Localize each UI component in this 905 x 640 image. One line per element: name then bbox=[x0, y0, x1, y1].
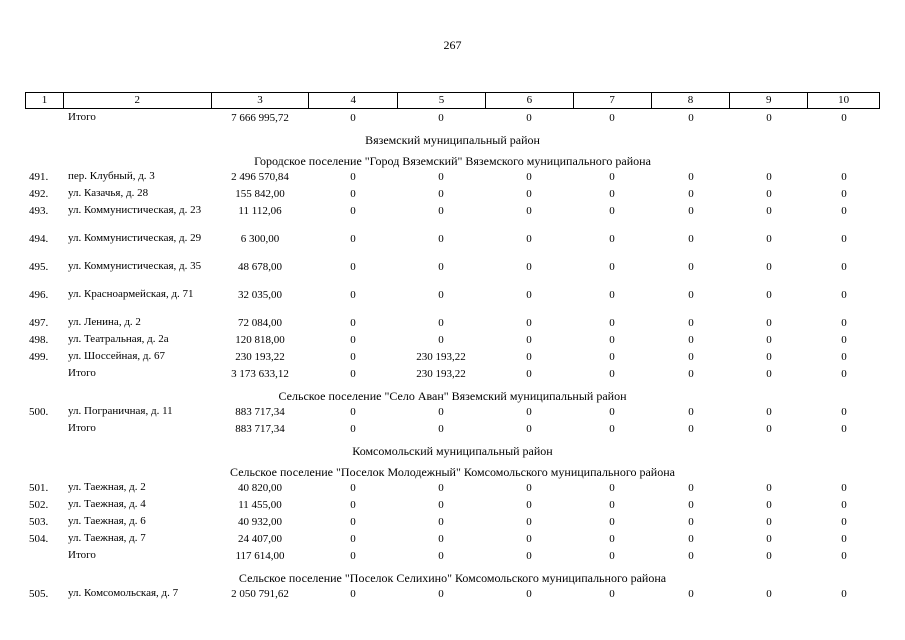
value-cell-col4: 0 bbox=[350, 499, 356, 511]
value-cell-col10: 0 bbox=[841, 289, 847, 301]
value-cell-col4: 0 bbox=[350, 423, 356, 435]
value-cell-col3: 3 173 633,12 bbox=[231, 368, 289, 380]
value-cell-col7: 0 bbox=[609, 482, 615, 494]
value-cell-col6: 0 bbox=[526, 261, 532, 273]
value-cell-col9: 0 bbox=[766, 171, 772, 183]
table-body bbox=[25, 113, 880, 606]
table-row bbox=[25, 234, 880, 262]
value-cell-col4: 0 bbox=[350, 351, 356, 363]
address-cell: ул. Казачья, д. 28 bbox=[68, 187, 149, 199]
value-cell-col10: 0 bbox=[841, 334, 847, 346]
value-cell-col3: 40 932,00 bbox=[238, 516, 282, 528]
value-cell-col8: 0 bbox=[688, 188, 694, 200]
value-cell-col3: 230 193,22 bbox=[235, 351, 285, 363]
address-cell: ул. Таежная, д. 2 bbox=[68, 481, 146, 493]
row-number: 505. bbox=[29, 588, 49, 600]
total-label: Итого bbox=[68, 549, 96, 561]
header-cell-3: 3 bbox=[212, 93, 310, 108]
value-cell-col4: 0 bbox=[350, 482, 356, 494]
header-cell-1: 1 bbox=[26, 93, 64, 108]
section-heading bbox=[25, 130, 880, 151]
value-cell-col7: 0 bbox=[609, 423, 615, 435]
total-row bbox=[25, 424, 880, 441]
value-cell-col8: 0 bbox=[688, 499, 694, 511]
value-cell-col8: 0 bbox=[688, 261, 694, 273]
value-cell-col8: 0 bbox=[688, 406, 694, 418]
value-cell-col6: 0 bbox=[526, 588, 532, 600]
value-cell-col6: 0 bbox=[526, 516, 532, 528]
value-cell-col4: 0 bbox=[350, 588, 356, 600]
value-cell-col4: 0 bbox=[350, 550, 356, 562]
value-cell-col4: 0 bbox=[350, 368, 356, 380]
value-cell-col4: 0 bbox=[350, 289, 356, 301]
row-number: 492. bbox=[29, 188, 49, 200]
table-row bbox=[25, 407, 880, 424]
value-cell-col10: 0 bbox=[841, 533, 847, 545]
value-cell-col4: 0 bbox=[350, 317, 356, 329]
value-cell-col9: 0 bbox=[766, 261, 772, 273]
value-cell-col3: 24 407,00 bbox=[238, 533, 282, 545]
value-cell-col6: 0 bbox=[526, 423, 532, 435]
value-cell-col9: 0 bbox=[766, 205, 772, 217]
value-cell-col3: 155 842,00 bbox=[235, 188, 285, 200]
value-cell-col4: 0 bbox=[350, 205, 356, 217]
value-cell-col10: 0 bbox=[841, 423, 847, 435]
value-cell-col8: 0 bbox=[688, 588, 694, 600]
value-cell-col5: 0 bbox=[438, 533, 444, 545]
value-cell-col9: 0 bbox=[766, 588, 772, 600]
value-cell-col10: 0 bbox=[841, 368, 847, 380]
value-cell-col7: 0 bbox=[609, 261, 615, 273]
address-cell: ул. Коммунистическая, д. 35 bbox=[68, 260, 202, 272]
value-cell-col10: 0 bbox=[841, 205, 847, 217]
value-cell-col8: 0 bbox=[688, 533, 694, 545]
value-cell-col9: 0 bbox=[766, 550, 772, 562]
value-cell-col7: 0 bbox=[609, 499, 615, 511]
row-number: 503. bbox=[29, 516, 49, 528]
header-cell-9: 9 bbox=[730, 93, 808, 108]
value-cell-col3: 72 084,00 bbox=[238, 317, 282, 329]
value-cell-col4: 0 bbox=[350, 188, 356, 200]
value-cell-col5: 0 bbox=[438, 188, 444, 200]
value-cell-col9: 0 bbox=[766, 499, 772, 511]
table-row bbox=[25, 500, 880, 517]
value-cell-col10: 0 bbox=[841, 233, 847, 245]
value-cell-col7: 0 bbox=[609, 233, 615, 245]
value-cell-col7: 0 bbox=[609, 533, 615, 545]
section-heading-text: Вяземский муниципальный район bbox=[365, 133, 540, 147]
value-cell-col5: 0 bbox=[438, 482, 444, 494]
value-cell-col6: 0 bbox=[526, 233, 532, 245]
value-cell-col8: 0 bbox=[688, 423, 694, 435]
value-cell-col8: 0 bbox=[688, 171, 694, 183]
value-cell-col5: 0 bbox=[438, 423, 444, 435]
row-number: 499. bbox=[29, 351, 49, 363]
address-cell: ул. Коммунистическая, д. 23 bbox=[68, 204, 202, 216]
row-number: 493. bbox=[29, 205, 49, 217]
value-cell-col6: 0 bbox=[526, 289, 532, 301]
value-cell-col10: 0 bbox=[841, 550, 847, 562]
value-cell-col8: 0 bbox=[688, 351, 694, 363]
value-cell-col8: 0 bbox=[688, 233, 694, 245]
value-cell-col3: 2 050 791,62 bbox=[231, 588, 289, 600]
value-cell-col8: 0 bbox=[688, 334, 694, 346]
value-cell-col3: 11 112,06 bbox=[238, 205, 282, 217]
header-cell-4: 4 bbox=[309, 93, 398, 108]
value-cell-col3: 117 614,00 bbox=[235, 550, 285, 562]
section-heading-text: Сельское поселение "Поселок Селихино" Комсомольского муниципального района bbox=[238, 571, 667, 585]
value-cell-col9: 0 bbox=[766, 516, 772, 528]
table-row bbox=[25, 517, 880, 534]
value-cell-col3: 6 300,00 bbox=[240, 233, 280, 245]
value-cell-col5: 0 bbox=[438, 588, 444, 600]
value-cell-col6: 0 bbox=[526, 188, 532, 200]
header-cell-5: 5 bbox=[398, 93, 486, 108]
address-cell: ул. Красноармейская, д. 71 bbox=[68, 288, 194, 300]
value-cell-col3: 48 678,00 bbox=[238, 261, 282, 273]
section-heading-text: Комсомольский муниципальный район bbox=[352, 444, 553, 458]
value-cell-col8: 0 bbox=[688, 516, 694, 528]
address-cell: ул. Шоссейная, д. 67 bbox=[68, 350, 165, 362]
value-cell-col3: 40 820,00 bbox=[238, 482, 282, 494]
row-number: 496. bbox=[29, 289, 49, 301]
address-cell: ул. Пограничная, д. 11 bbox=[68, 405, 173, 417]
value-cell-col10: 0 bbox=[841, 171, 847, 183]
total-label: Итого bbox=[68, 367, 96, 379]
value-cell-col9: 0 bbox=[766, 423, 772, 435]
address-cell: пер. Клубный, д. 3 bbox=[68, 170, 155, 182]
table-row bbox=[25, 352, 880, 369]
total-row bbox=[25, 113, 880, 130]
row-number: 500. bbox=[29, 406, 49, 418]
value-cell-col8: 0 bbox=[688, 205, 694, 217]
value-cell-col4: 0 bbox=[350, 112, 356, 124]
value-cell-col9: 0 bbox=[766, 317, 772, 329]
row-number: 494. bbox=[29, 233, 49, 245]
value-cell-col7: 0 bbox=[609, 351, 615, 363]
value-cell-col6: 0 bbox=[526, 334, 532, 346]
row-number: 502. bbox=[29, 499, 49, 511]
value-cell-col5: 0 bbox=[438, 112, 444, 124]
section-heading-text: Городское поселение "Город Вяземский" Вяземского муниципального района bbox=[254, 154, 651, 168]
value-cell-col6: 0 bbox=[526, 533, 532, 545]
value-cell-col6: 0 bbox=[526, 550, 532, 562]
section-heading bbox=[25, 151, 880, 172]
value-cell-col7: 0 bbox=[609, 516, 615, 528]
value-cell-col7: 0 bbox=[609, 406, 615, 418]
value-cell-col3: 32 035,00 bbox=[238, 289, 282, 301]
value-cell-col3: 2 496 570,84 bbox=[231, 171, 289, 183]
section-heading-text: Сельское поселение "Поселок Молодежный" Комсомольского муниципального района bbox=[230, 465, 675, 479]
value-cell-col10: 0 bbox=[841, 317, 847, 329]
address-cell: ул. Коммунистическая, д. 29 bbox=[68, 232, 202, 244]
value-cell-col7: 0 bbox=[609, 334, 615, 346]
value-cell-col10: 0 bbox=[841, 516, 847, 528]
total-row bbox=[25, 369, 880, 386]
table-row bbox=[25, 290, 880, 318]
table-header bbox=[25, 92, 880, 109]
page-number: 267 bbox=[443, 38, 462, 52]
value-cell-col10: 0 bbox=[841, 588, 847, 600]
value-cell-col7: 0 bbox=[609, 317, 615, 329]
table-row bbox=[25, 206, 880, 234]
value-cell-col9: 0 bbox=[766, 351, 772, 363]
row-number: 501. bbox=[29, 482, 49, 494]
header-cell-7: 7 bbox=[574, 93, 652, 108]
address-cell: ул. Ленина, д. 2 bbox=[68, 316, 141, 328]
value-cell-col5: 0 bbox=[438, 317, 444, 329]
value-cell-col9: 0 bbox=[766, 406, 772, 418]
table-row bbox=[25, 262, 880, 290]
value-cell-col8: 0 bbox=[688, 317, 694, 329]
value-cell-col7: 0 bbox=[609, 588, 615, 600]
value-cell-col9: 0 bbox=[766, 482, 772, 494]
value-cell-col6: 0 bbox=[526, 406, 532, 418]
total-row bbox=[25, 551, 880, 568]
section-heading-text: Сельское поселение "Село Аван" Вяземский муниципальный район bbox=[278, 389, 627, 403]
table-row bbox=[25, 589, 880, 606]
value-cell-col6: 0 bbox=[526, 482, 532, 494]
section-heading bbox=[25, 386, 880, 407]
address-cell: ул. Таежная, д. 4 bbox=[68, 498, 146, 510]
header-cell-2: 2 bbox=[64, 93, 212, 108]
value-cell-col5: 0 bbox=[438, 516, 444, 528]
value-cell-col4: 0 bbox=[350, 533, 356, 545]
row-number: 495. bbox=[29, 261, 49, 273]
value-cell-col8: 0 bbox=[688, 112, 694, 124]
value-cell-col5: 0 bbox=[438, 406, 444, 418]
value-cell-col3: 883 717,34 bbox=[235, 423, 285, 435]
value-cell-col7: 0 bbox=[609, 550, 615, 562]
value-cell-col10: 0 bbox=[841, 499, 847, 511]
value-cell-col5: 0 bbox=[438, 261, 444, 273]
total-label: Итого bbox=[68, 111, 96, 123]
value-cell-col8: 0 bbox=[688, 550, 694, 562]
value-cell-col6: 0 bbox=[526, 112, 532, 124]
value-cell-col3: 7 666 995,72 bbox=[231, 112, 289, 124]
value-cell-col10: 0 bbox=[841, 482, 847, 494]
value-cell-col9: 0 bbox=[766, 112, 772, 124]
value-cell-col10: 0 bbox=[841, 351, 847, 363]
value-cell-col7: 0 bbox=[609, 368, 615, 380]
value-cell-col7: 0 bbox=[609, 188, 615, 200]
value-cell-col6: 0 bbox=[526, 317, 532, 329]
address-cell: ул. Комсомольская, д. 7 bbox=[68, 587, 179, 599]
value-cell-col9: 0 bbox=[766, 188, 772, 200]
value-cell-col4: 0 bbox=[350, 516, 356, 528]
value-cell-col10: 0 bbox=[841, 112, 847, 124]
value-cell-col8: 0 bbox=[688, 289, 694, 301]
value-cell-col9: 0 bbox=[766, 289, 772, 301]
value-cell-col10: 0 bbox=[841, 406, 847, 418]
value-cell-col3: 120 818,00 bbox=[235, 334, 285, 346]
address-cell: ул. Таежная, д. 7 bbox=[68, 532, 146, 544]
row-number: 498. bbox=[29, 334, 49, 346]
row-number: 504. bbox=[29, 533, 49, 545]
header-cell-6: 6 bbox=[486, 93, 574, 108]
value-cell-col3: 11 455,00 bbox=[238, 499, 282, 511]
header-cell-10: 10 bbox=[838, 94, 850, 106]
address-cell: ул. Театральная, д. 2а bbox=[68, 333, 169, 345]
value-cell-col10: 0 bbox=[841, 261, 847, 273]
section-heading bbox=[25, 462, 880, 483]
value-cell-col10: 0 bbox=[841, 188, 847, 200]
value-cell-col5: 0 bbox=[438, 550, 444, 562]
value-cell-col7: 0 bbox=[609, 289, 615, 301]
table-row bbox=[25, 534, 880, 551]
header-cell-8: 8 bbox=[652, 93, 731, 108]
value-cell-col5: 0 bbox=[438, 205, 444, 217]
address-cell: ул. Таежная, д. 6 bbox=[68, 515, 146, 527]
value-cell-col4: 0 bbox=[350, 171, 356, 183]
value-cell-col8: 0 bbox=[688, 368, 694, 380]
section-heading bbox=[25, 568, 880, 589]
total-label: Итого bbox=[68, 422, 96, 434]
value-cell-col4: 0 bbox=[350, 406, 356, 418]
value-cell-col7: 0 bbox=[609, 205, 615, 217]
table-row bbox=[25, 483, 880, 500]
section-heading bbox=[25, 441, 880, 462]
value-cell-col9: 0 bbox=[766, 368, 772, 380]
value-cell-col4: 0 bbox=[350, 261, 356, 273]
value-cell-col6: 0 bbox=[526, 368, 532, 380]
value-cell-col5: 230 193,22 bbox=[416, 351, 466, 363]
value-cell-col8: 0 bbox=[688, 482, 694, 494]
value-cell-col9: 0 bbox=[766, 533, 772, 545]
value-cell-col5: 0 bbox=[438, 334, 444, 346]
value-cell-col5: 0 bbox=[438, 499, 444, 511]
row-number: 491. bbox=[29, 171, 49, 183]
value-cell-col6: 0 bbox=[526, 205, 532, 217]
value-cell-col7: 0 bbox=[609, 112, 615, 124]
value-cell-col5: 0 bbox=[438, 233, 444, 245]
value-cell-col6: 0 bbox=[526, 171, 532, 183]
value-cell-col4: 0 bbox=[350, 334, 356, 346]
value-cell-col5: 0 bbox=[438, 289, 444, 301]
value-cell-col5: 230 193,22 bbox=[416, 368, 466, 380]
value-cell-col6: 0 bbox=[526, 499, 532, 511]
value-cell-col3: 883 717,34 bbox=[235, 406, 285, 418]
value-cell-col5: 0 bbox=[438, 171, 444, 183]
row-number: 497. bbox=[29, 317, 49, 329]
value-cell-col4: 0 bbox=[350, 233, 356, 245]
table-row bbox=[25, 172, 880, 189]
value-cell-col7: 0 bbox=[609, 171, 615, 183]
value-cell-col9: 0 bbox=[766, 334, 772, 346]
value-cell-col6: 0 bbox=[526, 351, 532, 363]
value-cell-col9: 0 bbox=[766, 233, 772, 245]
